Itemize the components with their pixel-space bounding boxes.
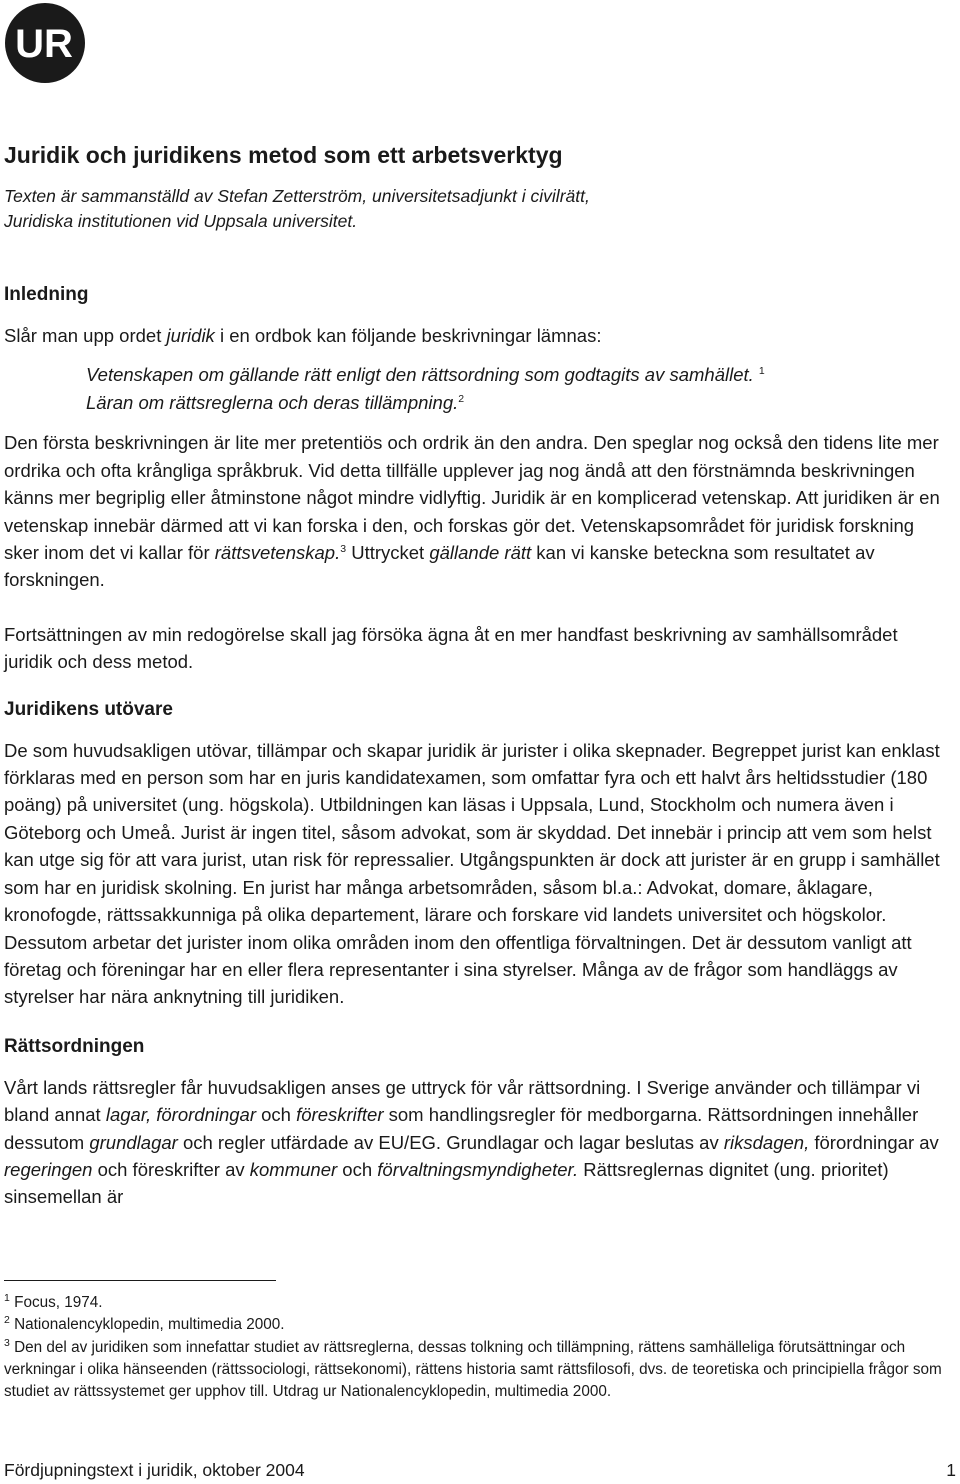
document-subtitle bbox=[4, 184, 950, 234]
footnote-ref-1: 1 bbox=[758, 365, 765, 378]
footnote-ref-3: 3 bbox=[340, 542, 347, 555]
footnote-ref-2: 2 bbox=[458, 393, 465, 406]
quote-definition-1: Vetenskapen om gällande rätt enligt den rättsordning som godtagits av samhället. $^1$ bbox=[86, 364, 765, 386]
term-juridik: juridik bbox=[166, 325, 215, 346]
heading-juridikens-utovare: Juridikens utövare bbox=[4, 698, 173, 720]
document-title: Juridik och juridikens metod som ett arbetsverktyg bbox=[4, 142, 563, 168]
quote-definition-2: Läran om rättsreglerna och deras tillämpning.$^2$ bbox=[86, 392, 465, 414]
subtitle-line-2: Juridiska institutionen vid Uppsala universitet. bbox=[4, 211, 358, 231]
footer-text: Fördjupningstext i juridik, oktober 2004 bbox=[4, 1460, 305, 1480]
ur-logo bbox=[4, 2, 86, 84]
page-footer bbox=[4, 1458, 956, 1482]
footnote-1: $^1$ Focus, 1974. bbox=[4, 1291, 103, 1311]
logo-text: UR bbox=[15, 22, 73, 66]
heading-inledning: Inledning bbox=[4, 284, 89, 305]
heading-rattsordningen: Rättsordningen bbox=[4, 1035, 145, 1057]
document-body bbox=[4, 140, 950, 1211]
footnotes bbox=[4, 1292, 950, 1403]
paragraph-legal-order: Vårt lands rättsregler får huvudsakligen anses ge uttryck för vår rättsordning. I Sverige använder och tillämpar vi bland annat lagar, förordningar och föreskrifter som handlingsregler för medborgarna. Rättsordningen innehåller dessutom grundlagar och regler utfärdade av EU/EG. Grundlagar och lagar beslutas av riksdagen, förordningar av regeringen och föreskrifter av kommuner och förvaltningsmyndigheter. Rättsreglernas dignitet (ung. prioritet) sinsemellan är bbox=[4, 1076, 939, 1208]
subtitle-line-1: Texten är sammanställd av Stefan Zetterström, universitetsadjunkt i civilrätt, bbox=[4, 186, 590, 206]
page-number: 1 bbox=[946, 1460, 956, 1480]
footnote-2: $^2$ Nationalencyklopedin, multimedia 2000. bbox=[4, 1314, 285, 1334]
intro-paragraph: Slår man upp ordet juridik i en ordbok kan följande beskrivningar lämnas: bbox=[4, 325, 602, 346]
paragraph-continuation: Fortsättningen av min redogörelse skall jag försöka ägna åt en mer handfast beskrivning av samhällsområdet juridik och dess metod. bbox=[4, 623, 898, 673]
footnote-divider bbox=[4, 1280, 276, 1281]
paragraph-jurists: De som huvudsakligen utövar, tillämpar och skapar juridik är jurister i olika skepnader. Begreppet jurist kan enklast förklaras med en person som har en juris kandidatexamen, som omfattar fyra och ett halvt års heltidsstudier (180 poäng) på universitet (ung. högskola). Utbildningen kan läsas i Uppsala, Lund, Stockholm och numera även i Göteborg och Umeå. Jurist är ingen titel, såsom advokat, som är skyddad. Det innebär i princip att vem som helst kan utge sig för att vara jurist, utan risk för repressalier. Utgångspunkten är dock att jurister är en grupp i samhället som har en juridisk skolning. En jurist har många arbetsområden, såsom bl.a.: Advokat, domare, åklagare, kronofogde, rättssakkunniga på olika departement, lärare och forskare vid landets universitet och högskolor. Dessutom arbetar det jurister inom olika områden inom den offentliga förvaltningen. Det är dessutom vanligt att företag och föreningar har en eller flera representanter i sina styrelser. Många av de frågor som handläggs av styrelser har nära anknytning till juridiken. bbox=[4, 739, 940, 1008]
footnote-3: $^3$ Den del av juridiken som innefattar studiet av rättsreglerna, dessas tolkning och tillämpning, rättens samhälleliga förutsättningar och verkningar i olika hänseenden (rättssociologi, rättsekonomi), rättens historia samt rättsfilosofi, dvs. de teoretiska och principiella frågor som studiet av rättssystemet ger upphov till. Utdrag ur Nationalencyklopedin, multimedia 2000. bbox=[4, 1336, 942, 1401]
paragraph-definitions: Den första beskrivningen är lite mer pretentiös och ordrik än den andra. Den speglar nog också den tidens lite mer ordrika och ofta krångliga språkbruk. Vid detta tillfälle upplever jag nog ändå att den förstnämnda beskrivningen känns mer begriplig eller åtminstone något mindre vidlyftig. Juridik är en komplicerad vetenskap. Att juridiken är en vetenskap innebär därmed att vi kan forska i den, och forskas gör det. Vetenskapsområdet för juridisk forskning sker inom det vi kallar för rättsvetenskap.$^3$ Uttrycket gällande rätt kan vi kanske beteckna som resultatet av forskningen. bbox=[4, 432, 940, 591]
